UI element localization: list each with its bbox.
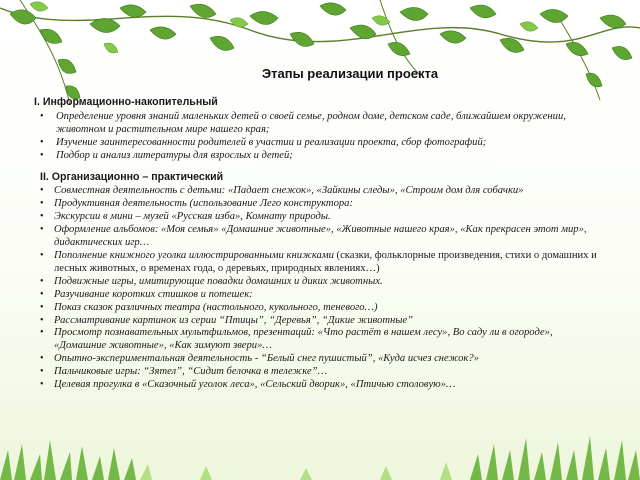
list-item: • Опытно-экспериментальная деятельность - “Белый снег пушистый”, «Куда исчез снежок?» <box>34 353 600 366</box>
list-item-mixed <box>34 250 600 276</box>
list-item: • Пальчиковые игры: “Зятел”, “Сидит белочка в тележке”… <box>34 366 600 379</box>
list-item: • Целевая прогулка в «Сказочный уголок леса», «Сельский дворик», «Птичью столовую»… <box>34 379 600 392</box>
list-item: • Изучение заинтересованности родителей в участии и реализации проекта, сбор фотографий; <box>34 137 600 150</box>
stage2-heading: II. Организационно – практический <box>40 170 224 183</box>
slide-title: Этапы реализации проекта <box>261 66 439 81</box>
grass-decoration <box>0 420 640 480</box>
list-item: • Экскурсии в мини – музей «Русская изба», Комнату природы. <box>34 211 600 224</box>
list-item: • Показ сказок различных театра (настольного, кукольного, теневого…) <box>34 302 600 315</box>
list-item: • Определение уровня знаний маленьких детей о своей семье, родном доме, детском саде, ближайшем окружении, животном и растительном мире нашего края; <box>34 111 600 137</box>
list-item: • Оформление альбомов: «Моя семья» «Домашние животные», «Животные нашего края», «Как прекрасен этот мир», дидактических игр… <box>34 224 600 250</box>
stage1-list <box>34 111 600 163</box>
list-item-upright-part: (сказки, фольклорные произведения, стихи о домашних и лесных животных, о временах года, о деревьях, природных явлениях…) <box>54 249 597 274</box>
list-item-italic-part: Пополнение книжного уголка иллюстрированными книжками <box>54 249 334 261</box>
stage2-list <box>34 185 600 392</box>
stage1-heading: I. Информационно-накопительный <box>34 96 218 108</box>
list-item: • Просмотр познавательных мультфильмов, презентаций: «Что растёт в нашем лесу», Во саду ли в огороде», «Домашние животные», «Как зимуют звери»… <box>34 327 600 353</box>
list-item: • Совместная деятельность с детьми: «Падает снежок», «Зайкины следы», «Строим дом для собачки» <box>34 185 600 198</box>
list-item: • Разучивание коротких стишков и потешек: <box>34 289 600 302</box>
birch-vine-decoration <box>0 0 640 110</box>
list-item: • Продуктивная деятельность (использование Лего конструктора: <box>34 198 600 211</box>
list-item: • Рассматривание картинок из серии “Птицы”, “Деревья”, “Дикие животные” <box>34 315 600 328</box>
content-area <box>34 96 600 392</box>
list-item: • Подвижные игры, имитирующие повадки домашних и диких животных. <box>34 276 600 289</box>
list-item: • Подбор и анализ литературы для взрослых и детей; <box>34 150 600 163</box>
